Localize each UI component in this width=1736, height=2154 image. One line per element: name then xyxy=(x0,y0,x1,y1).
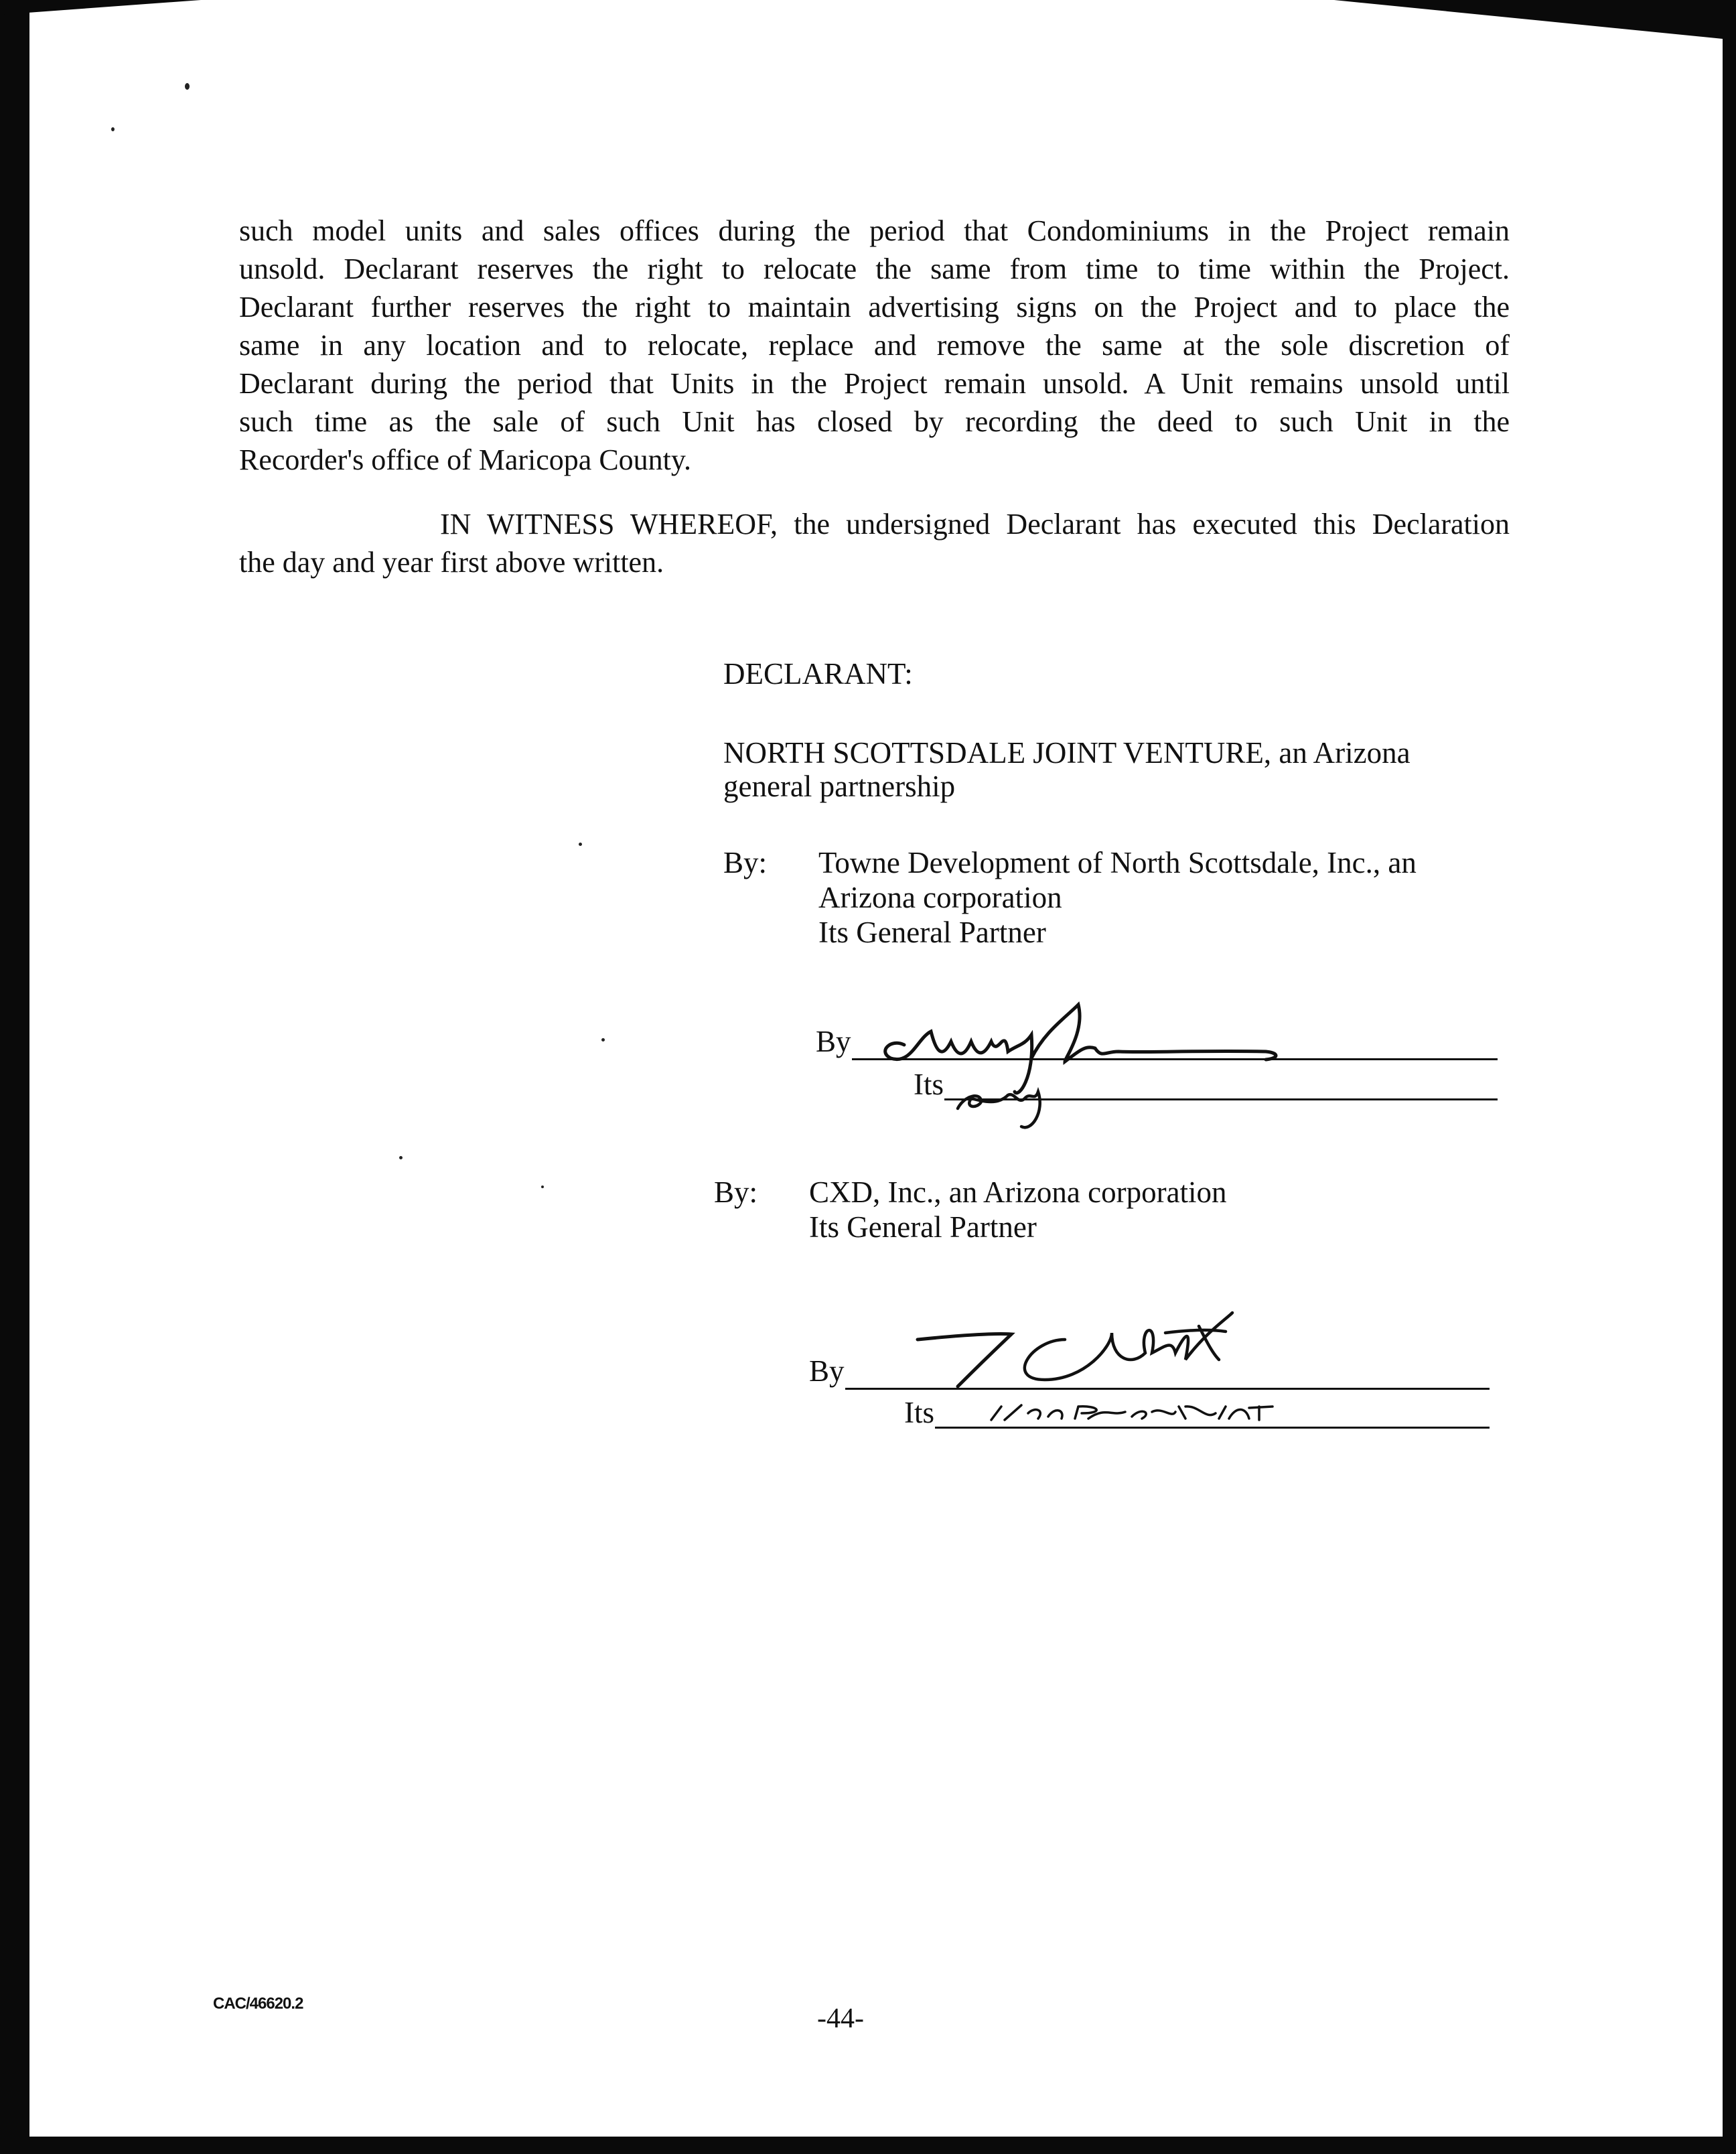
partner1-by-label: By: xyxy=(723,846,768,879)
partner1-sign-its-label: Its xyxy=(914,1068,944,1101)
scan-border-left xyxy=(0,0,29,2154)
witness-line: the day and year first above written. xyxy=(239,546,664,579)
partner2-sign-its-label: Its xyxy=(904,1396,934,1429)
partner1-name-line: Towne Development of North Scottsdale, Inc., an xyxy=(818,846,1417,879)
witness-paragraph xyxy=(239,505,1510,581)
witness-line: IN WITNESS WHEREOF, the undersigned Declarant has executed this Declaration xyxy=(440,508,1510,541)
partner1-sign-by-label: By xyxy=(816,1025,851,1058)
document-code: CAC/46620.2 xyxy=(213,1995,303,2013)
paragraph-line: same in any location and to relocate, replace and remove the same at the sole discretion of xyxy=(239,329,1510,362)
paragraph-line: Recorder's office of Maricopa County. xyxy=(239,443,692,476)
declarant-entity-line: general partnership xyxy=(723,770,956,803)
scan-border-bottom xyxy=(0,2137,1736,2154)
scan-speck xyxy=(541,1186,544,1188)
scan-border-top-left xyxy=(0,0,201,15)
paragraph-line: such model units and sales offices during the period that Condominiums in the Project remain xyxy=(239,214,1510,247)
partner2-name-line: CXD, Inc., an Arizona corporation xyxy=(809,1175,1227,1209)
page-number: -44- xyxy=(817,2003,864,2034)
declarant-entity-line: NORTH SCOTTSDALE JOINT VENTURE, an Arizona xyxy=(723,736,1410,770)
paragraph-line: unsold. Declarant reserves the right to relocate the same from time to time within the Project. xyxy=(239,253,1510,285)
partner1-name-line: Arizona corporation xyxy=(818,881,1062,914)
body-paragraph xyxy=(239,212,1510,479)
scan-speck xyxy=(601,1038,605,1042)
partner2-signature xyxy=(911,1306,1326,1433)
scan-speck xyxy=(111,127,115,131)
paragraph-line: Declarant during the period that Units in the Project remain unsold. A Unit remains unsold until xyxy=(239,367,1510,400)
partner2-name-line: Its General Partner xyxy=(809,1210,1037,1244)
scan-border-right xyxy=(1723,0,1736,2154)
scan-speck xyxy=(399,1156,403,1159)
partner2-sign-by-label: By xyxy=(809,1354,845,1388)
paragraph-line: Declarant further reserves the right to maintain advertising signs on the Project and to place the xyxy=(239,291,1510,324)
partner2-by-label: By: xyxy=(714,1175,758,1209)
scan-speck xyxy=(185,83,190,90)
declarant-heading: DECLARANT: xyxy=(723,657,913,691)
paragraph-line: such time as the sale of such Unit has closed by recording the deed to such Unit in the xyxy=(239,405,1510,438)
scan-speck xyxy=(579,843,582,846)
partner1-signature xyxy=(864,978,1333,1132)
partner1-name-line: Its General Partner xyxy=(818,916,1046,949)
scan-border-top-right xyxy=(1334,0,1736,40)
